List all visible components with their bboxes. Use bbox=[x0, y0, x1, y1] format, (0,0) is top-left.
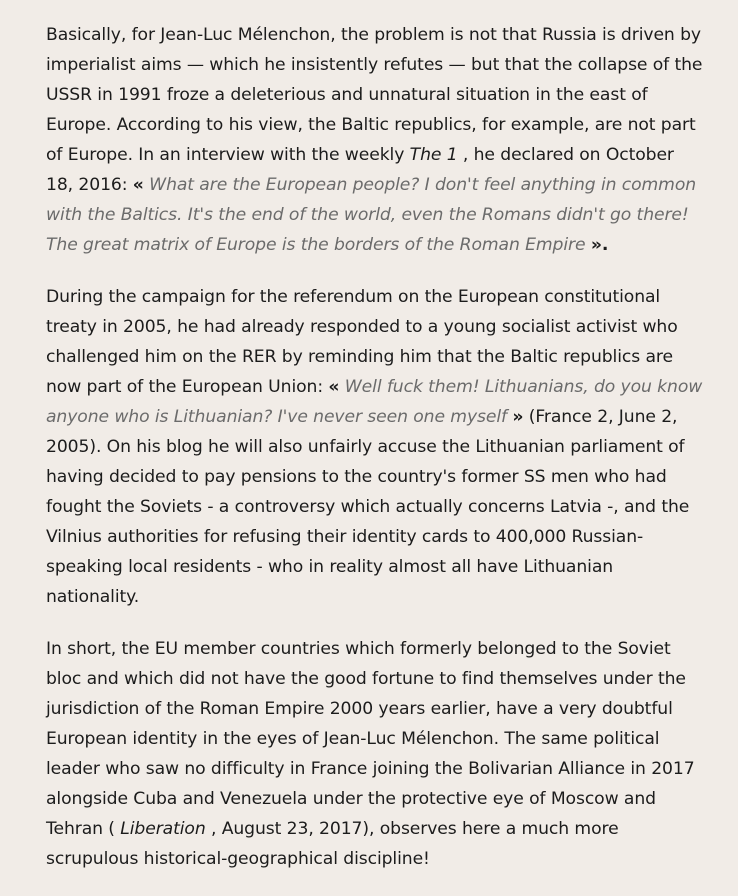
paragraph-1-text: Basically, for Jean-Luc Mélenchon, the problem is not that Russia is driven by imperialist aims — which he insistently refutes — but that the collapse of the USSR in 1991 froze a deleterious and unnatural situation in the east of Europe. According to his view, the Baltic republics, for example, are not part of Europe. In an interview with the weekly bbox=[46, 25, 703, 165]
melenchon-quote-baltics: What are the European people? I don't feel anything in common with the Baltics. It's the end of the world, even the Romans didn't go there! The great matrix of Europe is the borders of the Roman Empire bbox=[46, 175, 697, 255]
quote-close-mark: ». bbox=[590, 235, 609, 255]
quote-open-mark: « bbox=[328, 377, 340, 397]
melenchon-quote-lithuanians: Well fuck them! Lithuanians, do you know anyone who is Lithuanian? I've never seen one myself bbox=[46, 377, 703, 427]
paragraph-1-text-cont: , he declared on October 18, 2016: bbox=[46, 145, 674, 195]
publication-title-the-1: The 1 bbox=[409, 145, 458, 165]
paragraph-3-text: In short, the EU member countries which formerly belonged to the Soviet bloc and which did not have the good fortune to find themselves under the jurisdiction of the Roman Empire 2000 years earlier, have a very doubtful European identity in the eyes of Jean-Luc Mélenchon. The same political leader who saw no difficulty in France joining the Bolivarian Alliance in 2017 alongside Cuba and Venezuela under the protective eye of Moscow and Tehran ( bbox=[46, 639, 695, 839]
paragraph-2-text-cont: (France 2, June 2, 2005). On his blog he will also unfairly accuse the Lithuanian parliament of having decided to pay pensions to the country's former SS men who had fought the Soviets - a controversy which actually concerns Latvia -, and the Vilnius authorities for refusing their identity cards to 400,000 Russian-speaking local residents - who in reality almost all have Lithuanian nationality. bbox=[46, 407, 690, 607]
quote-open-mark: « bbox=[132, 175, 144, 195]
quote-close-mark: » bbox=[512, 407, 524, 427]
publication-title-liberation: Liberation bbox=[120, 819, 206, 839]
paragraph-1 bbox=[46, 20, 706, 260]
paragraph-3-text-cont: , August 23, 2017), observes here a much more scrupulous historical-geographical discipline! bbox=[46, 819, 619, 869]
paragraph-2-text: During the campaign for the referendum on the European constitutional treaty in 2005, he had already responded to a young socialist activist who challenged him on the RER by reminding him that the Baltic republics are now part of the European Union: bbox=[46, 287, 678, 397]
paragraph-3 bbox=[46, 634, 706, 874]
paragraph-2 bbox=[46, 282, 706, 612]
article-body bbox=[46, 20, 706, 896]
